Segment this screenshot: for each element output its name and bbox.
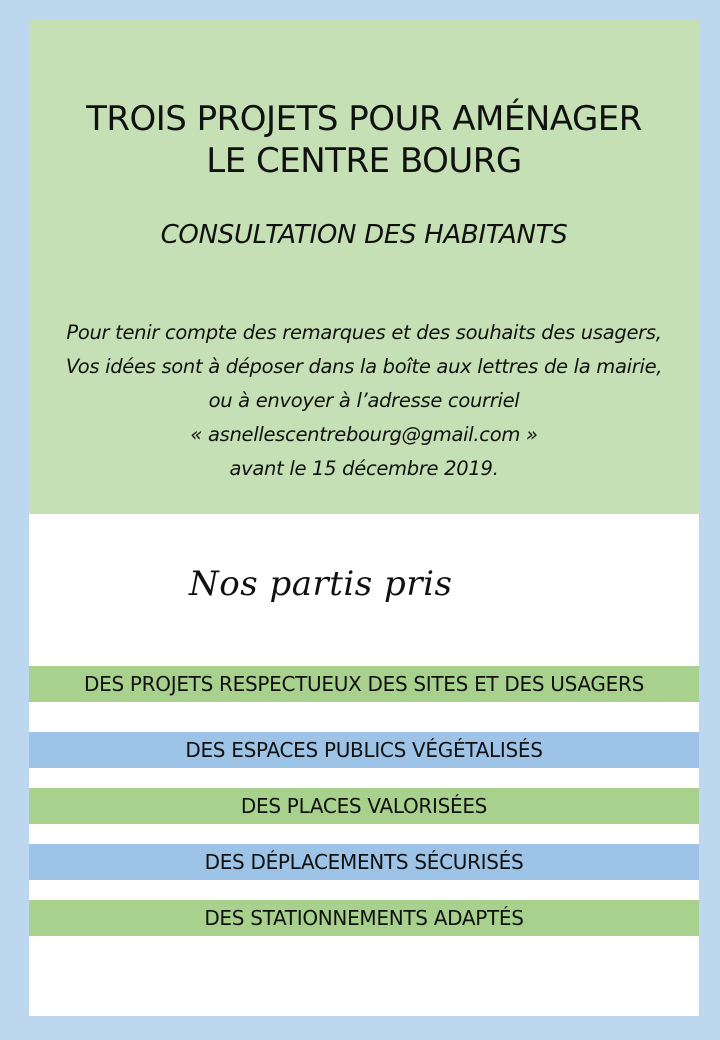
principle-band-1: DES PROJETS RESPECTUEUX DES SITES ET DES USAGERS	[29, 666, 699, 702]
message-line-1: Pour tenir compte des remarques et des souhaits des usagers,	[66, 321, 662, 344]
page-title	[29, 98, 699, 182]
message-line-3: ou à envoyer à l’adresse courriel	[208, 389, 520, 412]
section-heading: Nos partis pris	[189, 564, 453, 604]
title-line-1: TROIS PROJETS POUR AMÉNAGER	[86, 99, 642, 139]
header-panel	[29, 20, 699, 514]
message-deadline: avant le 15 décembre 2019.	[229, 457, 499, 480]
consultation-message	[29, 316, 699, 486]
principle-band-5: DES STATIONNEMENTS ADAPTÉS	[29, 900, 699, 936]
message-email: « asnellescentrebourg@gmail.com »	[190, 423, 538, 446]
message-line-2: Vos idées sont à déposer dans la boîte aux lettres de la mairie,	[65, 355, 663, 378]
title-line-2: LE CENTRE BOURG	[206, 141, 522, 181]
principle-band-4: DES DÉPLACEMENTS SÉCURISÉS	[29, 844, 699, 880]
poster-sheet	[29, 20, 699, 1016]
principle-band-2: DES ESPACES PUBLICS VÉGÉTALISÉS	[29, 732, 699, 768]
page-subtitle: CONSULTATION DES HABITANTS	[160, 220, 568, 250]
principle-band-3: DES PLACES VALORISÉES	[29, 788, 699, 824]
